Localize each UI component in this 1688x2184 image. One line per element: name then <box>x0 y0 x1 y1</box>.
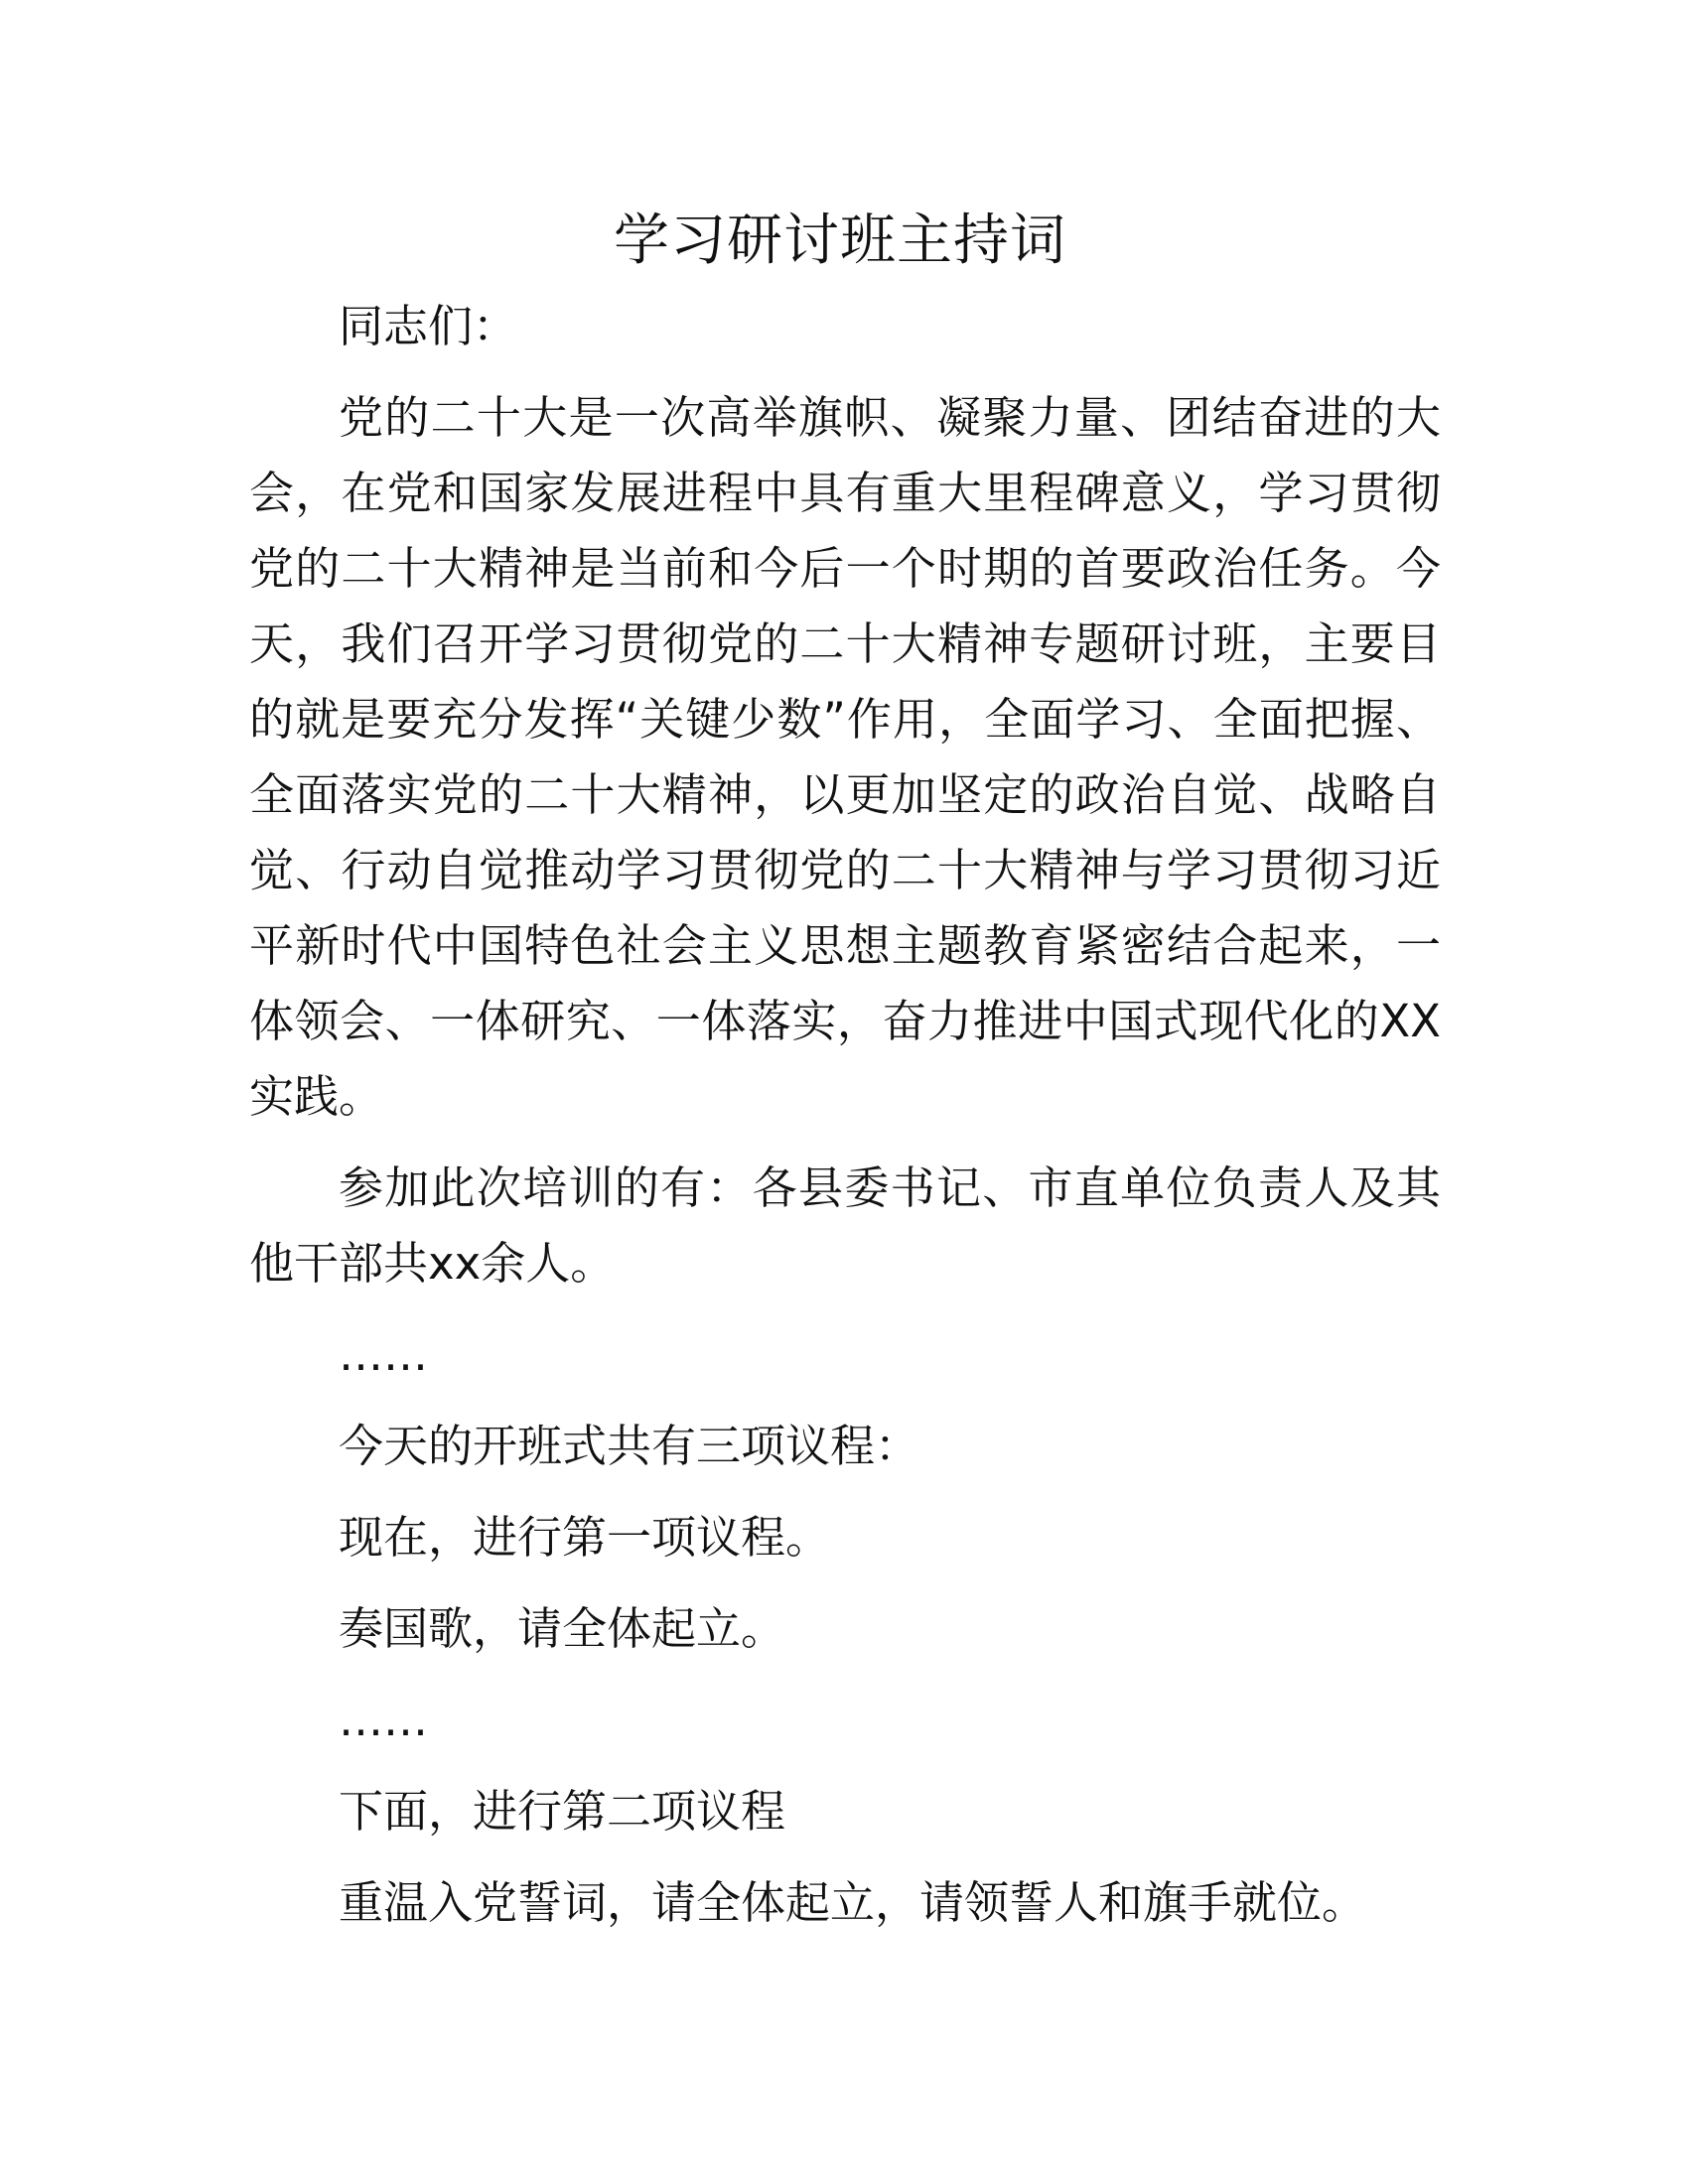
agenda-item-2-paragraph: 下面，进行第二项议程 <box>339 1785 786 1838</box>
ellipsis-paragraph: …… <box>339 1694 428 1746</box>
salutation-paragraph: 同志们： <box>339 300 518 352</box>
document-title: 学习研讨班主持词 <box>614 208 1066 273</box>
ellipsis-paragraph: …… <box>339 1328 428 1381</box>
body-paragraph-attendees: 参加此次培训的有：各县委书记、市直单位负责人及其他干部共xx余人。 <box>249 1161 1441 1290</box>
anthem-paragraph: 奏国歌，请全体起立。 <box>339 1602 786 1655</box>
body-paragraph-intro: 党的二十大是一次高举旗帜、凝聚力量、团结奋进的大会，在党和国家发展进程中具有重大里程碑意义，学习贯彻党的二十大精神是当前和今后一个时期的首要政治任务。今天，我们召开学习贯彻党的二十大精神专题研讨班，主要目的就是要充分发挥“关键少数”作用，全面学习、全面把握、全面落实党的二十大精神，以更加坚定的政治自觉、战略自觉、行动自觉推动学习贯彻党的二十大精神与学习贯彻习近平新时代中国特色社会主义思想主题教育紧密结合起来，一体领会、一体研究、一体落实，奋力推进中国式现代化的XX实践。 <box>249 391 1441 1123</box>
agenda-intro-paragraph: 今天的开班式共有三项议程： <box>339 1420 920 1472</box>
agenda-item-1-paragraph: 现在，进行第一项议程。 <box>339 1511 831 1564</box>
document-page <box>249 194 1441 1957</box>
oath-paragraph: 重温入党誓词，请全体起立，请领誓人和旗手就位。 <box>339 1876 1367 1929</box>
